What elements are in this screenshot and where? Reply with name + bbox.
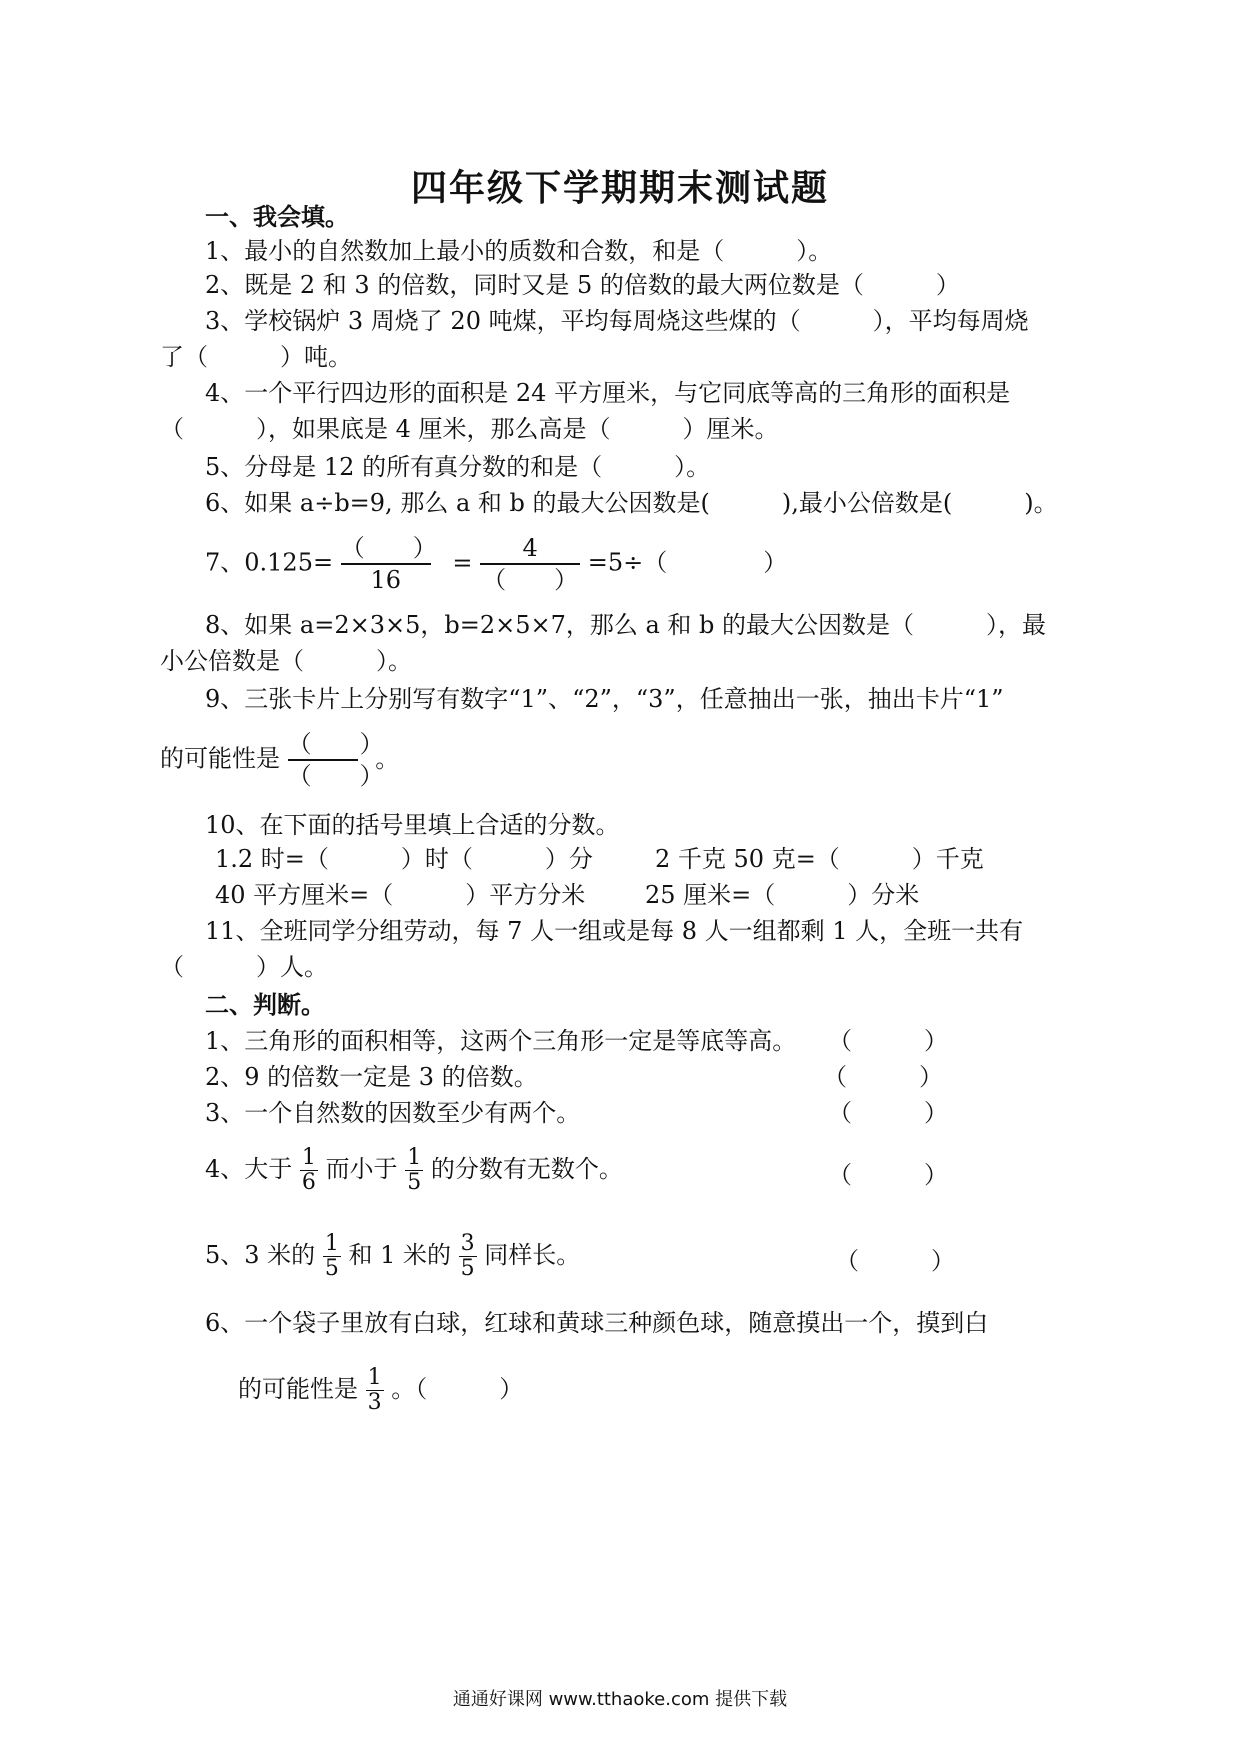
question-9-line1: 9、三张卡片上分别写有数字“1”、“2”，“3”，任意抽出一张，抽出卡片“1” xyxy=(205,685,1004,713)
judge-2-paren: （ ） xyxy=(823,1063,943,1091)
question-6: 6、如果 a÷b=9, 那么 a 和 b 的最大公因数是( ),最小公倍数是( )。 xyxy=(205,489,1058,517)
q7-fraction-1 xyxy=(340,534,437,594)
q7-suffix: =5÷（ ） xyxy=(587,548,788,577)
judge-5-paren: （ ） xyxy=(835,1247,955,1275)
j4-fraction-1 xyxy=(300,1146,318,1195)
q9-fraction xyxy=(287,730,384,790)
question-4-line2: （ ），如果底是 4 厘米，那么高是（ ）厘米。 xyxy=(160,415,779,443)
judge-4-paren: （ ） xyxy=(828,1161,948,1189)
j6-num: 1 xyxy=(367,1365,382,1390)
j5-f1-num: 1 xyxy=(324,1231,339,1256)
j4-f2-num: 1 xyxy=(407,1145,422,1170)
j5-text-c: 同样长。 xyxy=(484,1241,581,1269)
question-10-item-a: 1.2 时=（ ）时（ ）分 xyxy=(215,845,593,873)
question-5: 5、分母是 12 的所有真分数的和是（ ）。 xyxy=(205,453,711,481)
judge-2: 2、9 的倍数一定是 3 的倍数。 xyxy=(205,1063,538,1091)
fraction-bar xyxy=(341,563,431,565)
question-10: 10、在下面的括号里填上合适的分数。 xyxy=(205,811,620,839)
j5-fraction-2 xyxy=(459,1232,477,1281)
judge-3-paren: （ ） xyxy=(828,1099,948,1127)
section-heading-fill: 一、我会填。 xyxy=(205,202,349,231)
judge-5 xyxy=(205,1232,580,1281)
page-title: 四年级下学期期末测试题 xyxy=(410,167,829,209)
question-10-item-d: 25 厘米=（ ）分米 xyxy=(645,881,920,909)
q7-fraction-2 xyxy=(480,534,580,594)
j5-fraction-1 xyxy=(323,1232,341,1281)
q9-suffix: 。 xyxy=(375,744,400,773)
judge-3: 3、一个自然数的因数至少有两个。 xyxy=(205,1099,581,1127)
j5-text-b: 和 1 米的 xyxy=(348,1241,451,1269)
question-4-line1: 4、一个平行四边形的面积是 24 平方厘米，与它同底等高的三角形的面积是 xyxy=(205,379,1011,407)
question-2: 2、既是 2 和 3 的倍数，同时又是 5 的倍数的最大两位数是（ ） xyxy=(205,271,960,299)
j4-text-c: 的分数有无数个。 xyxy=(430,1155,623,1183)
question-8-line2: 小公倍数是（ ）。 xyxy=(160,647,412,675)
j5-f1-den: 5 xyxy=(324,1256,339,1281)
judge-1: 1、三角形的面积相等，这两个三角形一定是等底等高。 xyxy=(205,1027,797,1055)
q9-numerator: （ ） xyxy=(287,730,384,758)
j6-fraction xyxy=(366,1366,384,1415)
q7-f2-denominator: （ ） xyxy=(482,566,579,594)
question-3-line2: 了（ ）吨。 xyxy=(160,343,352,371)
fraction-bar xyxy=(288,759,358,761)
q7-f1-denominator: 16 xyxy=(370,566,401,594)
question-9-line2 xyxy=(160,730,399,790)
question-10-item-b: 2 千克 50 克=（ ）千克 xyxy=(655,845,984,873)
fraction-bar xyxy=(480,563,580,565)
q7-f1-numerator: （ ） xyxy=(340,534,437,562)
j6-text-c: 。（ ） xyxy=(391,1375,524,1403)
question-1: 1、最小的自然数加上最小的质数和合数，和是（ ）。 xyxy=(205,237,833,265)
question-7 xyxy=(205,534,787,594)
q9-denominator: （ ） xyxy=(287,762,384,790)
j4-f1-den: 6 xyxy=(301,1170,316,1195)
j5-f2-num: 3 xyxy=(460,1231,475,1256)
question-10-item-c: 40 平方厘米=（ ）平方分米 xyxy=(215,881,586,909)
section-heading-judge: 二、判断。 xyxy=(205,990,325,1019)
j6-den: 3 xyxy=(367,1390,382,1415)
judge-6-line2 xyxy=(238,1366,523,1415)
j6-text-a: 的可能性是 xyxy=(238,1375,358,1403)
question-8-line1: 8、如果 a=2×3×5，b=2×5×7，那么 a 和 b 的最大公因数是（ ），最 xyxy=(205,611,1047,639)
j5-f2-den: 5 xyxy=(460,1256,475,1281)
j4-f2-den: 5 xyxy=(407,1170,422,1195)
q9-prefix: 的可能性是 xyxy=(160,744,280,773)
judge-6-line1: 6、一个袋子里放有白球，红球和黄球三种颜色球，随意摸出一个，摸到白 xyxy=(205,1309,989,1337)
j4-f1-num: 1 xyxy=(301,1145,316,1170)
judge-1-paren: （ ） xyxy=(828,1027,948,1055)
footer-source: 通通好课网 www.tthaoke.com 提供下载 xyxy=(452,1689,788,1710)
j4-text-a: 4、大于 xyxy=(205,1155,293,1183)
question-3-line1: 3、学校锅炉 3 周烧了 20 吨煤，平均每周烧这些煤的（ ），平均每周烧 xyxy=(205,307,1029,335)
question-11-line1: 11、全班同学分组劳动，每 7 人一组或是每 8 人一组都剩 1 人，全班一共有 xyxy=(205,917,1024,945)
j4-fraction-2 xyxy=(405,1146,423,1195)
q7-prefix: 7、0.125= xyxy=(205,548,334,577)
j5-text-a: 5、3 米的 xyxy=(205,1241,316,1269)
q7-f2-numerator: 4 xyxy=(522,534,538,562)
judge-4 xyxy=(205,1146,623,1195)
q7-equals: = xyxy=(452,548,473,577)
question-11-line2: （ ）人。 xyxy=(160,953,328,981)
j4-text-b: 而小于 xyxy=(325,1155,398,1183)
